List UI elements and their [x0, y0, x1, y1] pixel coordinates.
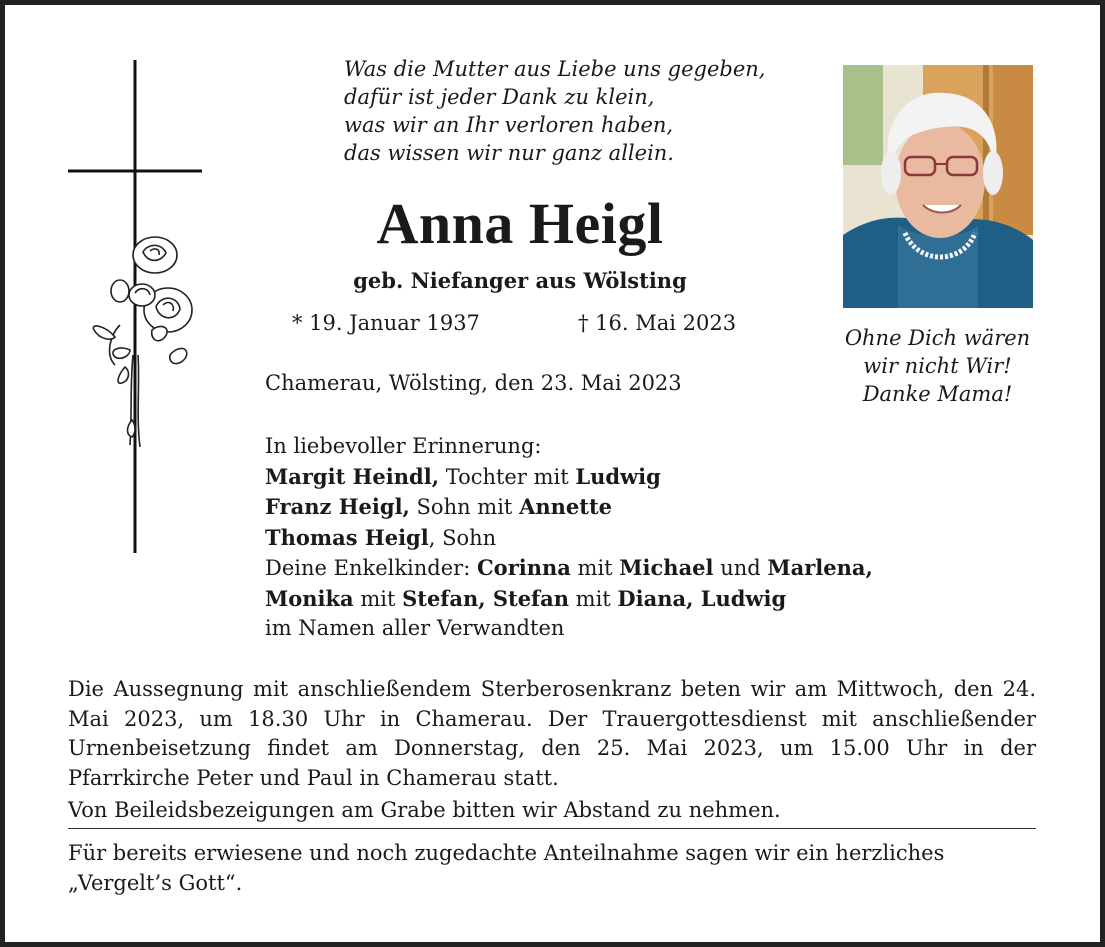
place-date: Chamerau, Wölsting, den 23. Mai 2023: [265, 371, 682, 395]
poem-line: das wissen wir nur ganz allein.: [344, 141, 674, 165]
quote-line: Ohne Dich wären: [844, 326, 1031, 350]
funeral-notice: [68, 675, 1036, 826]
portrait-photo: [843, 65, 1033, 308]
notice-paragraph: Die Aussegnung mit anschließendem Sterberosenkranz beten wir am Mittwoch, den 24. Mai 2023, um 18.30 Uhr in Chamerau. Der Trauergottesdienst mit anschließender Urnenbeisetzung findet am Donnerstag, den 25. Mai 2023, um 15.00 Uhr in der Pfarrkirche Peter und Paul in Chamerau statt.: [68, 677, 1036, 790]
quote-line: Danke Mama!: [862, 382, 1013, 406]
poem-line: dafür ist jeder Dank zu klein,: [344, 85, 655, 109]
quote: [830, 324, 1045, 408]
poem-line: Was die Mutter aus Liebe uns gegeben,: [344, 57, 766, 81]
family-line: Monika mit Stefan, Stefan mit Diana, Ludwig: [265, 585, 787, 611]
notice-paragraph: Von Beileidsbezeigungen am Grabe bitten wir Abstand zu nehmen.: [68, 798, 781, 822]
birth-date: * 19. Januar 1937: [292, 311, 480, 335]
death-date: † 16. Mai 2023: [578, 311, 737, 335]
maiden-name: geb. Niefanger aus Wölsting: [353, 268, 687, 293]
poem-line: was wir an Ihr verloren haben,: [344, 113, 674, 137]
family-closing: im Namen aller Verwandten: [265, 616, 565, 640]
thanks-text: Für bereits erwiesene und noch zugedachte Anteilnahme sagen wir ein herzliches „Vergelt’s Gott“.: [68, 841, 945, 895]
family-line: Thomas Heigl, Sohn: [265, 524, 497, 550]
cross-icon: [60, 55, 210, 560]
family-line: Franz Heigl, Sohn mit Annette: [265, 494, 613, 519]
family-intro: In liebevoller Erinnerung:: [265, 434, 542, 458]
family-line: Margit Heindl, Tochter mit Ludwig: [265, 463, 661, 489]
quote-line: wir nicht Wir!: [863, 354, 1012, 378]
divider: [68, 828, 1036, 829]
deceased-name: Anna Heigl: [376, 191, 664, 256]
poem: [344, 55, 814, 167]
family-line: Deine Enkelkinder: Corinna mit Michael und Marlena,: [265, 555, 873, 580]
family-list: [265, 432, 873, 644]
